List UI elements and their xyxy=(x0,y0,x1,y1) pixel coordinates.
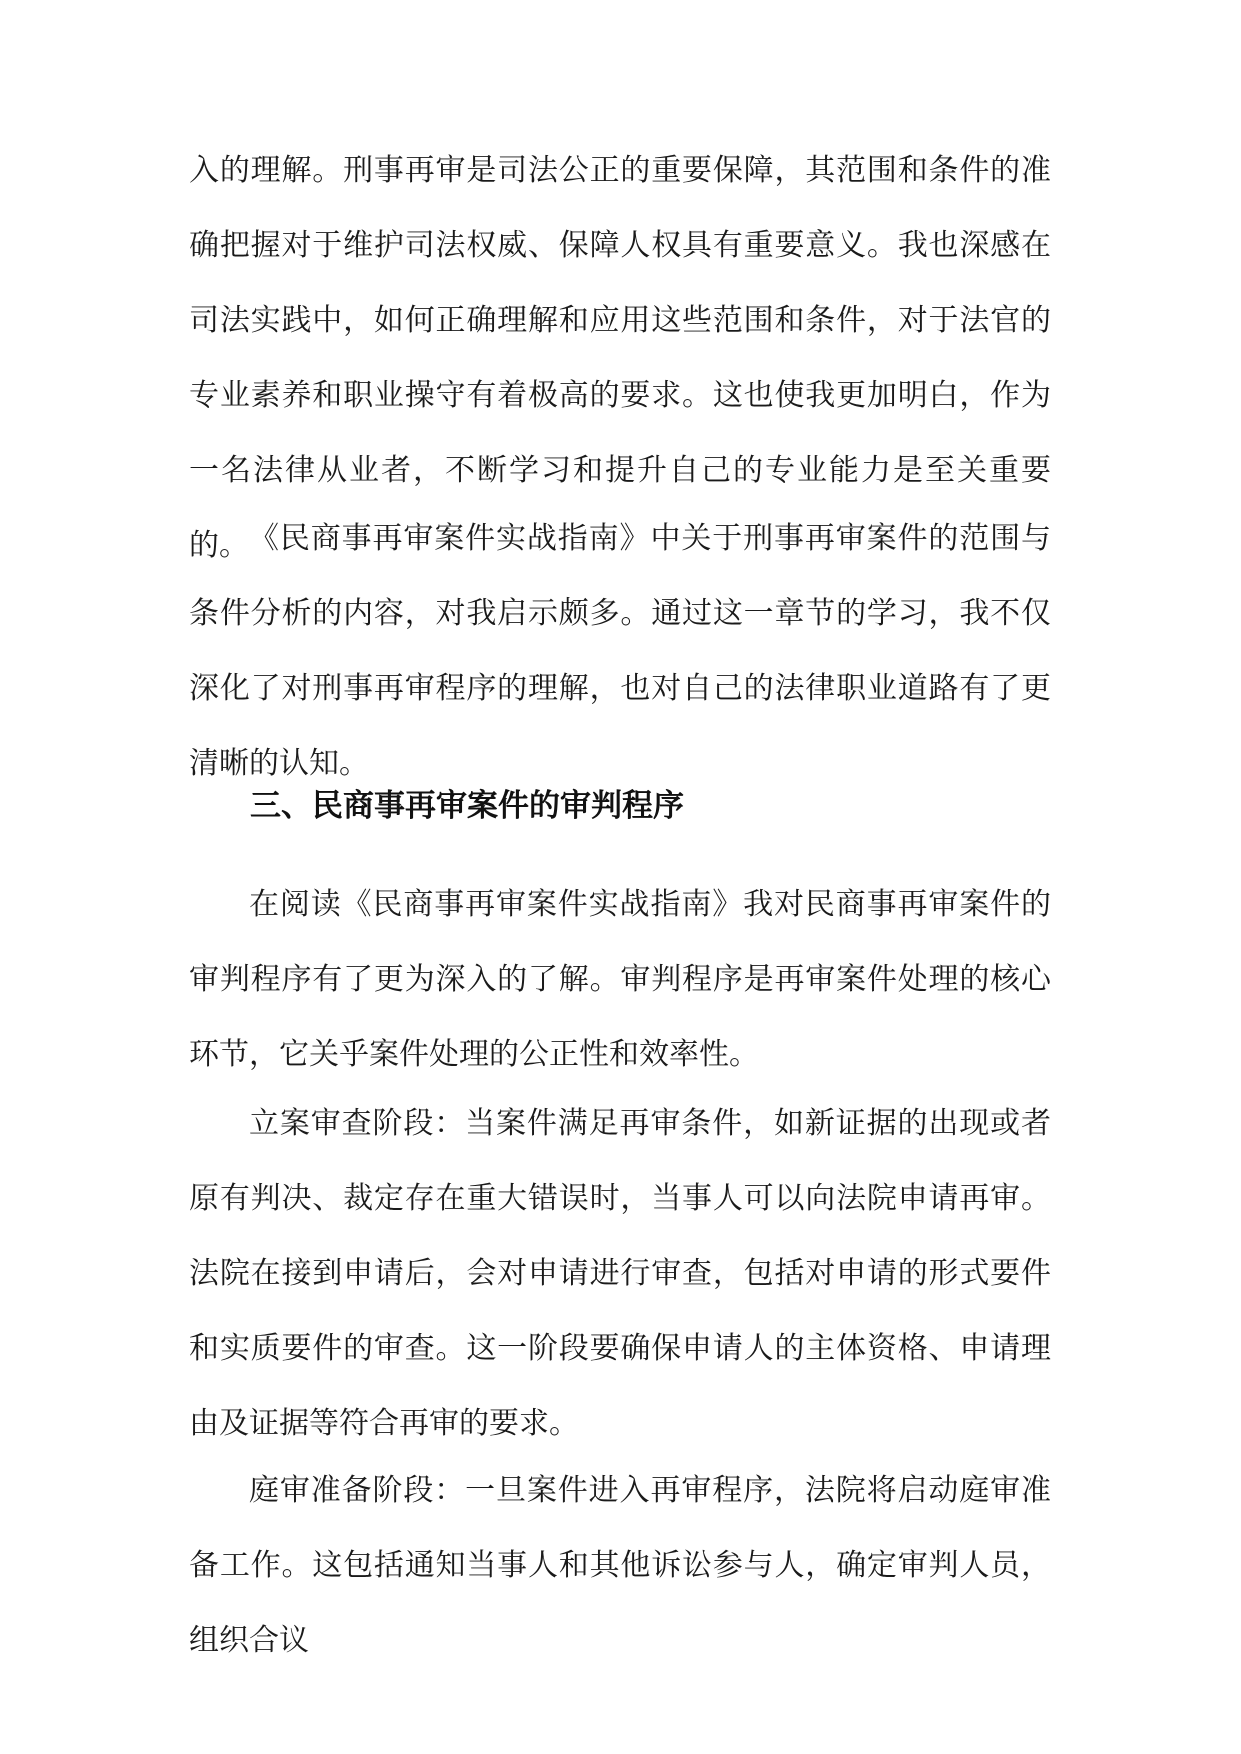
section-heading: 三、民商事再审案件的审判程序 xyxy=(250,788,684,824)
paragraph-continuation: 入的理解。刑事再审是司法公正的重要保障，其范围和条件的准确把握对于维护司法权威、保障人权具有重要意义。我也深感在司法实践中，如何正确理解和应用这些范围和条件，对于法官的专业素养和职业操守有着极高的要求。这也使我更加明白，作为一名法律从业者，不断学习和提升自己的专业能力是至关重要的。 xyxy=(189,153,1051,563)
paragraph-trial-preparation: 庭审准备阶段：一旦案件进入再审程序，法院将启动庭审准备工作。这包括通知当事人和其他诉讼参与人，确定审判人员，组织合议 xyxy=(189,1473,1051,1658)
paragraph-reflection: 《民商事再审案件实战指南》中关于刑事再审案件的范围与条件分析的内容，对我启示颇多。通过这一章节的学习，我不仅深化了对刑事再审程序的理解，也对自己的法律职业道路有了更清晰的认知。 xyxy=(189,521,1051,781)
paragraph-intro: 在阅读《民商事再审案件实战指南》我对民商事再审案件的审判程序有了更为深入的了解。审判程序是再审案件处理的核心环节，它关乎案件处理的公正性和效率性。 xyxy=(189,887,1051,1072)
paragraph-filing-review: 立案审查阶段：当案件满足再审条件，如新证据的出现或者原有判决、裁定存在重大错误时，当事人可以向法院申请再审。法院在接到申请后，会对申请进行审查，包括对申请的形式要件和实质要件的审查。这一阶段要确保申请人的主体资格、申请理由及证据等符合再审的要求。 xyxy=(189,1106,1051,1441)
